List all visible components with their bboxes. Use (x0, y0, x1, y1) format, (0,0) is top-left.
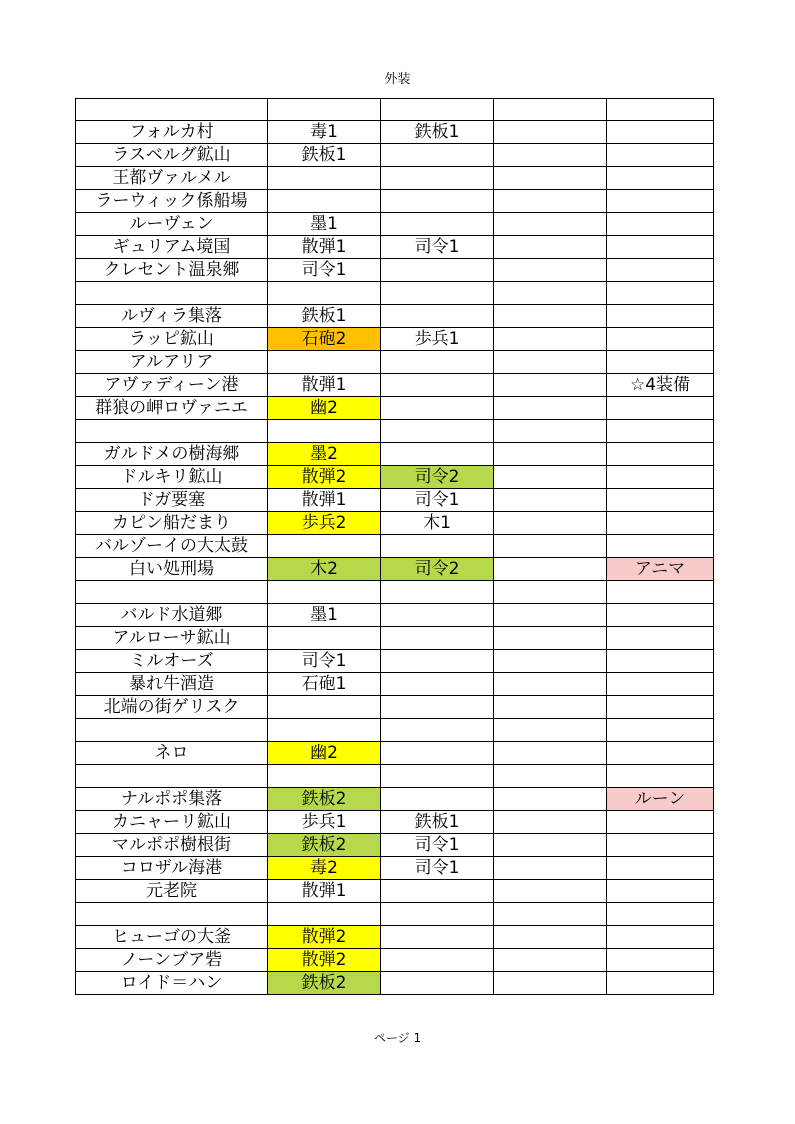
item-cell: 散弾2 (268, 926, 381, 949)
item-cell (607, 351, 714, 374)
table-row (76, 420, 714, 443)
item-cell (268, 719, 381, 742)
table-row (76, 167, 714, 190)
item-cell (268, 167, 381, 190)
item-cell (494, 834, 607, 857)
item-cell (607, 880, 714, 903)
table-row (76, 604, 714, 627)
table-row (76, 374, 714, 397)
item-cell (494, 880, 607, 903)
table-row (76, 834, 714, 857)
location-cell (76, 765, 268, 788)
item-cell (607, 926, 714, 949)
location-cell (76, 99, 268, 121)
item-cell (381, 213, 494, 236)
item-cell (381, 190, 494, 213)
table-row (76, 673, 714, 696)
item-cell (268, 420, 381, 443)
item-cell (381, 259, 494, 282)
table-row (76, 144, 714, 167)
table-row (76, 282, 714, 305)
item-cell (381, 305, 494, 328)
location-cell: ドガ要塞 (76, 489, 268, 512)
item-cell (607, 420, 714, 443)
item-cell (607, 512, 714, 535)
item-cell (607, 213, 714, 236)
table-row (76, 535, 714, 558)
location-cell: ギュリアム境国 (76, 236, 268, 259)
item-cell: 司令1 (381, 857, 494, 880)
location-cell: 元老院 (76, 880, 268, 903)
item-cell (494, 949, 607, 972)
location-cell (76, 420, 268, 443)
table-row (76, 512, 714, 535)
item-cell (268, 351, 381, 374)
item-cell (381, 949, 494, 972)
item-cell: 毒1 (268, 121, 381, 144)
item-cell (494, 696, 607, 719)
item-cell (494, 581, 607, 604)
item-cell: 幽2 (268, 742, 381, 765)
table-row (76, 190, 714, 213)
item-cell (607, 581, 714, 604)
item-cell (607, 650, 714, 673)
item-cell: 鉄板2 (268, 834, 381, 857)
item-cell (607, 167, 714, 190)
table-row (76, 811, 714, 834)
table-row (76, 719, 714, 742)
item-cell (494, 305, 607, 328)
table-row (76, 788, 714, 811)
item-cell: 司令1 (381, 236, 494, 259)
item-cell (494, 903, 607, 926)
item-cell (494, 121, 607, 144)
item-cell (381, 443, 494, 466)
item-cell (494, 190, 607, 213)
item-cell (268, 696, 381, 719)
item-cell: 鉄板1 (268, 305, 381, 328)
location-cell: 王都ヴァルメル (76, 167, 268, 190)
item-cell (494, 466, 607, 489)
location-cell (76, 719, 268, 742)
item-cell (381, 535, 494, 558)
table-row (76, 236, 714, 259)
table-row (76, 696, 714, 719)
item-cell (494, 420, 607, 443)
item-cell (381, 673, 494, 696)
location-cell (76, 581, 268, 604)
table-row (76, 765, 714, 788)
location-cell: ヒューゴの大釜 (76, 926, 268, 949)
item-cell (607, 190, 714, 213)
item-cell (494, 788, 607, 811)
item-cell (494, 926, 607, 949)
item-cell (494, 558, 607, 581)
item-cell (607, 489, 714, 512)
location-cell: バルド水道郷 (76, 604, 268, 627)
item-cell (494, 213, 607, 236)
item-cell: 歩兵1 (381, 328, 494, 351)
item-cell (381, 788, 494, 811)
item-cell: 歩兵2 (268, 512, 381, 535)
item-cell (381, 719, 494, 742)
item-cell: 散弾1 (268, 880, 381, 903)
item-cell (381, 167, 494, 190)
item-cell: 墨2 (268, 443, 381, 466)
item-cell (494, 650, 607, 673)
table-row (76, 305, 714, 328)
location-cell: マルポポ樹根街 (76, 834, 268, 857)
item-cell (381, 282, 494, 305)
item-cell (607, 604, 714, 627)
location-cell: アルアリア (76, 351, 268, 374)
item-cell: 鉄板1 (381, 121, 494, 144)
item-cell (607, 328, 714, 351)
location-cell: 群狼の岬ロヴァニエ (76, 397, 268, 420)
item-cell (268, 535, 381, 558)
item-cell (494, 144, 607, 167)
item-cell (381, 397, 494, 420)
item-cell (381, 765, 494, 788)
item-cell (381, 972, 494, 995)
item-cell: 散弾1 (268, 374, 381, 397)
table-row (76, 650, 714, 673)
table-row (76, 328, 714, 351)
item-cell: 司令1 (381, 489, 494, 512)
item-cell (268, 627, 381, 650)
table-row (76, 972, 714, 995)
item-cell (268, 765, 381, 788)
item-cell (494, 374, 607, 397)
item-cell (494, 489, 607, 512)
item-cell (494, 259, 607, 282)
item-cell (494, 742, 607, 765)
table-row (76, 121, 714, 144)
table-row (76, 351, 714, 374)
table-row (76, 857, 714, 880)
location-cell: ルーヴェン (76, 213, 268, 236)
table-row (76, 880, 714, 903)
item-cell: 司令1 (268, 259, 381, 282)
item-cell: 幽2 (268, 397, 381, 420)
item-cell (607, 719, 714, 742)
item-cell (607, 857, 714, 880)
item-cell (494, 627, 607, 650)
item-cell: 司令1 (268, 650, 381, 673)
item-cell (607, 742, 714, 765)
item-cell: 司令1 (381, 834, 494, 857)
location-cell: バルゾーイの大太鼓 (76, 535, 268, 558)
location-cell: コロザル海港 (76, 857, 268, 880)
page-title: 外装 (384, 72, 411, 87)
item-cell (494, 328, 607, 351)
location-cell: ルヴィラ集落 (76, 305, 268, 328)
location-cell: アヴァディーン港 (76, 374, 268, 397)
item-cell (494, 719, 607, 742)
item-cell: ☆4装備 (607, 374, 714, 397)
item-cell: 木1 (381, 512, 494, 535)
item-cell: 墨1 (268, 213, 381, 236)
item-cell: ルーン (607, 788, 714, 811)
table-row (76, 627, 714, 650)
location-cell (76, 903, 268, 926)
table-row (76, 397, 714, 420)
item-cell (607, 627, 714, 650)
item-cell (607, 259, 714, 282)
spreadsheet-table (75, 98, 714, 995)
item-cell (268, 903, 381, 926)
item-cell (607, 673, 714, 696)
item-cell (381, 880, 494, 903)
item-cell: 散弾2 (268, 949, 381, 972)
item-cell (607, 765, 714, 788)
location-cell: カピン船だまり (76, 512, 268, 535)
item-cell (494, 99, 607, 121)
item-cell (607, 949, 714, 972)
location-cell: ラッピ鉱山 (76, 328, 268, 351)
location-cell: ラスベルグ鉱山 (76, 144, 268, 167)
item-cell (607, 834, 714, 857)
item-cell (494, 443, 607, 466)
table-row (76, 99, 714, 121)
table-row (76, 489, 714, 512)
item-cell (494, 167, 607, 190)
item-cell (381, 420, 494, 443)
item-cell: 鉄板1 (381, 811, 494, 834)
item-cell (607, 903, 714, 926)
item-cell (494, 236, 607, 259)
item-cell: 墨1 (268, 604, 381, 627)
item-cell (494, 535, 607, 558)
item-cell (494, 857, 607, 880)
item-cell (607, 236, 714, 259)
item-cell (494, 397, 607, 420)
item-cell (381, 650, 494, 673)
item-cell (494, 604, 607, 627)
location-cell (76, 282, 268, 305)
location-cell: 暴れ牛酒造 (76, 673, 268, 696)
item-cell (607, 99, 714, 121)
item-cell (494, 673, 607, 696)
item-cell: 木2 (268, 558, 381, 581)
item-cell (381, 627, 494, 650)
item-cell (494, 282, 607, 305)
item-cell (607, 972, 714, 995)
item-cell (607, 397, 714, 420)
item-cell (268, 190, 381, 213)
location-cell: ラーウィック係船場 (76, 190, 268, 213)
location-cell: ノーンブア砦 (76, 949, 268, 972)
table-row (76, 949, 714, 972)
item-cell (494, 351, 607, 374)
item-cell (494, 972, 607, 995)
item-cell (268, 99, 381, 121)
table-row (76, 903, 714, 926)
item-cell (494, 811, 607, 834)
location-cell: フォルカ村 (76, 121, 268, 144)
item-cell (607, 282, 714, 305)
location-cell: 北端の街ゲリスク (76, 696, 268, 719)
item-cell: 石砲1 (268, 673, 381, 696)
table-row (76, 466, 714, 489)
item-cell (381, 604, 494, 627)
location-cell: カニャーリ鉱山 (76, 811, 268, 834)
location-cell: ガルドメの樹海郷 (76, 443, 268, 466)
item-cell (607, 305, 714, 328)
item-cell (381, 351, 494, 374)
table-row (76, 742, 714, 765)
location-cell: アルローサ鉱山 (76, 627, 268, 650)
location-cell: 白い処刑場 (76, 558, 268, 581)
item-cell: 散弾2 (268, 466, 381, 489)
item-cell (607, 466, 714, 489)
table-row (76, 581, 714, 604)
location-cell: ロイド＝ハン (76, 972, 268, 995)
item-cell (268, 282, 381, 305)
item-cell (381, 742, 494, 765)
item-cell (381, 926, 494, 949)
table-row (76, 558, 714, 581)
item-cell: 歩兵1 (268, 811, 381, 834)
item-cell (381, 581, 494, 604)
item-cell (381, 903, 494, 926)
item-cell (494, 765, 607, 788)
item-cell (494, 512, 607, 535)
location-cell: ドルキリ鉱山 (76, 466, 268, 489)
item-cell (607, 121, 714, 144)
item-cell (607, 696, 714, 719)
item-cell (381, 696, 494, 719)
item-cell: 散弾1 (268, 236, 381, 259)
item-cell (381, 99, 494, 121)
item-cell (607, 535, 714, 558)
item-cell (381, 144, 494, 167)
table-row (76, 443, 714, 466)
table-row (76, 259, 714, 282)
item-cell: 毒2 (268, 857, 381, 880)
item-cell: アニマ (607, 558, 714, 581)
item-cell: 司令2 (381, 466, 494, 489)
page-number: ページ 1 (373, 1031, 422, 1045)
location-cell: ナルポポ集落 (76, 788, 268, 811)
item-cell: 鉄板1 (268, 144, 381, 167)
table-row (76, 213, 714, 236)
table-row (76, 926, 714, 949)
item-cell: 司令2 (381, 558, 494, 581)
item-cell: 散弾1 (268, 489, 381, 512)
item-cell: 鉄板2 (268, 972, 381, 995)
item-cell (607, 811, 714, 834)
item-cell (607, 443, 714, 466)
location-cell: ネロ (76, 742, 268, 765)
table-body (76, 99, 714, 995)
item-cell: 石砲2 (268, 328, 381, 351)
item-cell (607, 144, 714, 167)
location-cell: クレセント温泉郷 (76, 259, 268, 282)
location-cell: ミルオーズ (76, 650, 268, 673)
item-cell (268, 581, 381, 604)
item-cell: 鉄板2 (268, 788, 381, 811)
item-cell (381, 374, 494, 397)
